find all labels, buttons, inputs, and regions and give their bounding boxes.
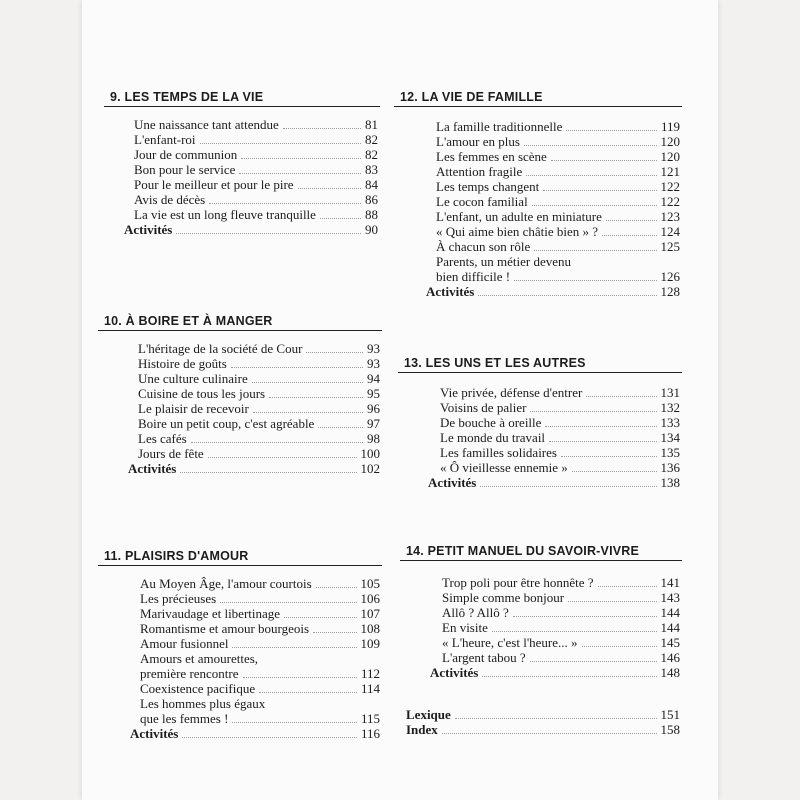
toc-entry: « L'heure, c'est l'heure... » 145: [442, 635, 680, 650]
toc-section: [400, 544, 682, 680]
toc-entry: L'enfant-roi 82: [134, 132, 378, 147]
toc-entry: L'enfant, un adulte en miniature 123: [436, 209, 680, 224]
toc-entry: Les femmes en scène 120: [436, 149, 680, 164]
toc-entry: Une naissance tant attendue 81: [134, 117, 378, 132]
toc-section: [398, 356, 682, 490]
toc-entry: Cuisine de tous les jours 95: [138, 386, 380, 401]
toc-entry: bien difficile ! 126: [436, 269, 680, 284]
toc-entry: Marivaudage et libertinage 107: [140, 606, 380, 621]
toc-entry: Histoire de goûts 93: [138, 356, 380, 371]
toc-activities-entry: Activités 128: [426, 284, 680, 299]
toc-index-entry: Index 158: [406, 722, 680, 737]
toc-entry: « Ô vieillesse ennemie » 136: [440, 460, 680, 475]
toc-entry: Amour fusionnel 109: [140, 636, 380, 651]
toc-entry: L'héritage de la société de Cour 93: [138, 341, 380, 356]
toc-entry: Vie privée, défense d'entrer 131: [440, 385, 680, 400]
toc-activities-entry: Activités 90: [124, 222, 378, 237]
toc-section: [104, 90, 380, 237]
back-matter: [406, 707, 682, 737]
toc-entry: Romantisme et amour bourgeois 108: [140, 621, 380, 636]
toc-entry: Au Moyen Âge, l'amour courtois 105: [140, 576, 380, 591]
toc-entry: Voisins de palier 132: [440, 400, 680, 415]
entry-list: [104, 117, 380, 222]
section-heading: 10. À BOIRE ET À MANGER: [98, 314, 382, 331]
toc-entry: Les familles solidaires 135: [440, 445, 680, 460]
toc-section: [98, 314, 382, 476]
entry-list: [394, 119, 682, 284]
toc-entry: Les hommes plus égaux: [140, 696, 266, 711]
toc-entry: L'argent tabou ? 146: [442, 650, 680, 665]
toc-entry: « Qui aime bien châtie bien » ? 124: [436, 224, 680, 239]
toc-entry: En visite 144: [442, 620, 680, 635]
toc-activities-entry: Activités 116: [130, 726, 380, 741]
toc-entry: L'amour en plus 120: [436, 134, 680, 149]
toc-entry: À chacun son rôle 125: [436, 239, 680, 254]
toc-entry: Le cocon familial 122: [436, 194, 680, 209]
toc-entry: Trop poli pour être honnête ? 141: [442, 575, 680, 590]
toc-lexique-entry: Lexique 151: [406, 707, 680, 722]
toc-entry: Les précieuses 106: [140, 591, 380, 606]
toc-section: [394, 90, 682, 299]
toc-entry: première rencontre 112: [140, 666, 380, 681]
toc-activities-entry: Activités 102: [128, 461, 380, 476]
entry-list: [98, 341, 382, 461]
toc-entry: Amours et amourettes,: [140, 651, 259, 666]
toc-entry: Coexistence pacifique 114: [140, 681, 380, 696]
toc-entry: Avis de décès 86: [134, 192, 378, 207]
section-heading: 12. LA VIE DE FAMILLE: [394, 90, 682, 107]
toc-entry: Simple comme bonjour 143: [442, 590, 680, 605]
entry-list: [398, 385, 682, 475]
toc-entry: Attention fragile 121: [436, 164, 680, 179]
book-page: [82, 0, 718, 800]
toc-entry: Pour le meilleur et pour le pire 84: [134, 177, 378, 192]
toc-entry: Jours de fête 100: [138, 446, 380, 461]
toc-entry: Boire un petit coup, c'est agréable 97: [138, 416, 380, 431]
toc-activities-entry: Activités 138: [428, 475, 680, 490]
toc-entry: que les femmes ! 115: [140, 711, 380, 726]
section-heading: 14. PETIT MANUEL DU SAVOIR-VIVRE: [400, 544, 682, 561]
toc-entry: Bon pour le service 83: [134, 162, 378, 177]
toc-entry: Les cafés 98: [138, 431, 380, 446]
toc-entry: Jour de communion 82: [134, 147, 378, 162]
section-heading: 9. LES TEMPS DE LA VIE: [104, 90, 380, 107]
entry-list: [98, 576, 382, 726]
toc-entry: Le monde du travail 134: [440, 430, 680, 445]
entry-list: [400, 575, 682, 665]
toc-entry: Une culture culinaire 94: [138, 371, 380, 386]
toc-entry: De bouche à oreille 133: [440, 415, 680, 430]
toc-activities-entry: Activités 148: [430, 665, 680, 680]
toc-entry: Allô ? Allô ? 144: [442, 605, 680, 620]
toc-entry: La famille traditionnelle 119: [436, 119, 680, 134]
toc-entry: Le plaisir de recevoir 96: [138, 401, 380, 416]
section-heading: 13. LES UNS ET LES AUTRES: [398, 356, 682, 373]
section-heading: 11. PLAISIRS D'AMOUR: [98, 549, 382, 566]
toc-entry: La vie est un long fleuve tranquille 88: [134, 207, 378, 222]
toc-entry: Les temps changent 122: [436, 179, 680, 194]
toc-section: [98, 549, 382, 741]
toc-entry: Parents, un métier devenu: [436, 254, 572, 269]
